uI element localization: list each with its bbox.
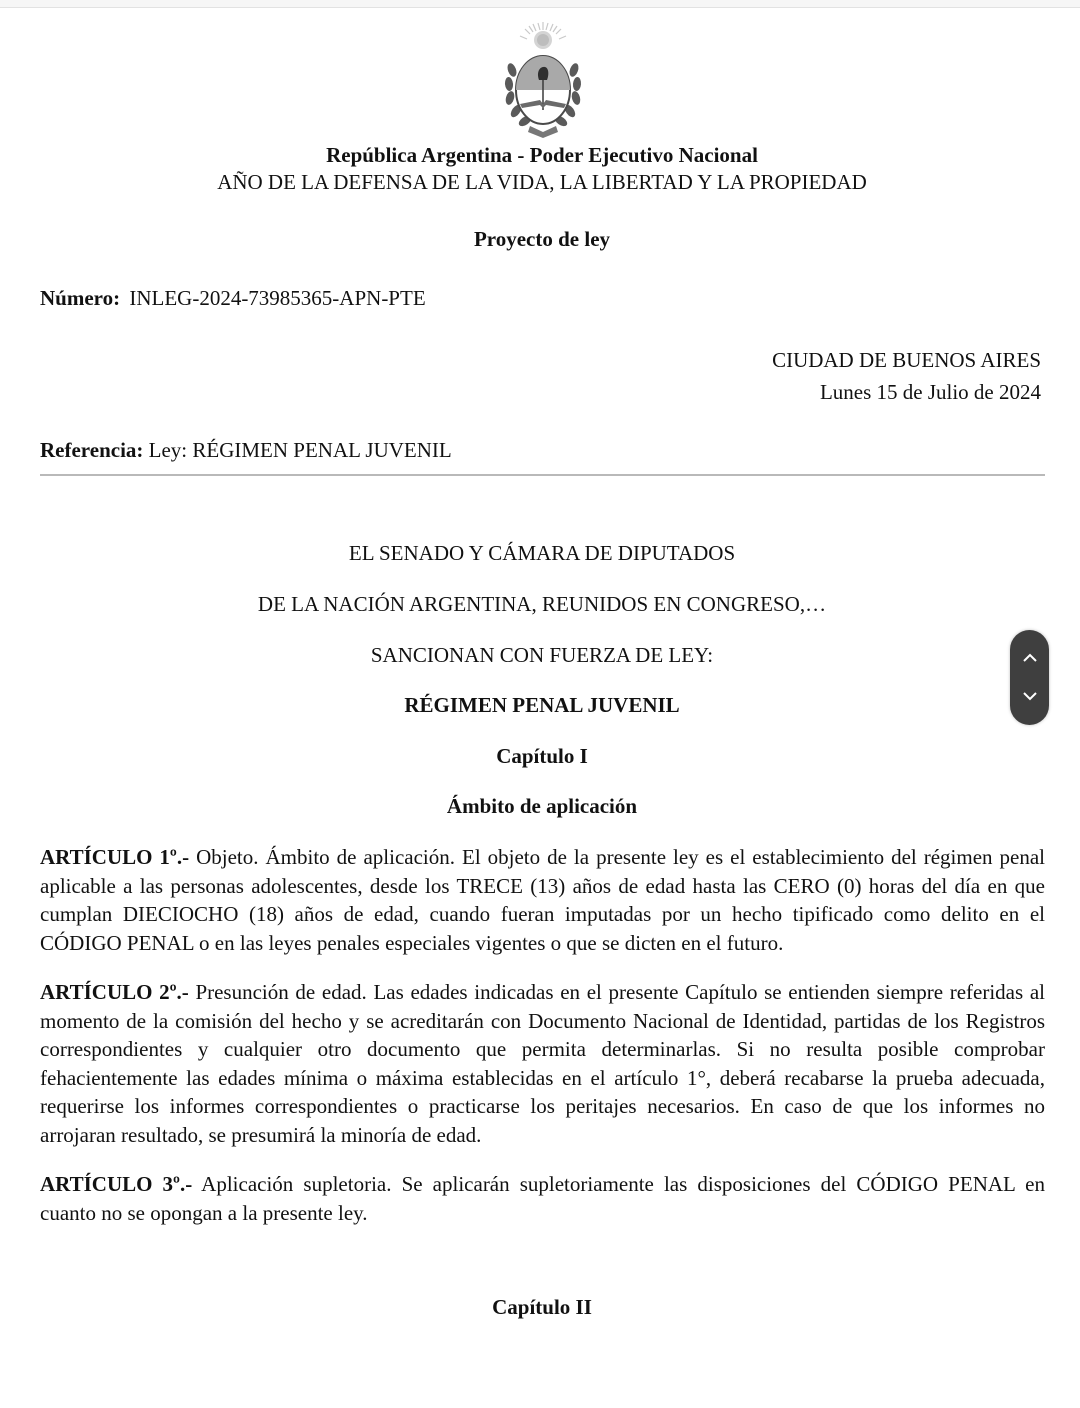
coat-of-arms-icon: [500, 20, 586, 142]
preamble-line-2: DE LA NACIÓN ARGENTINA, REUNIDOS EN CONGRESO,…: [257, 592, 827, 616]
article-3: [40, 1170, 1045, 1227]
chapter-1-title: Capítulo I: [496, 744, 588, 768]
institution-heading: República Argentina - Poder Ejecutivo Nacional: [326, 143, 758, 167]
year-motto: AÑO DE LA DEFENSA DE LA VIDA, LA LIBERTAD Y LA PROPIEDAD: [217, 170, 867, 194]
chevron-up-icon: [1022, 653, 1038, 663]
law-title: RÉGIMEN PENAL JUVENIL: [404, 693, 680, 717]
city-line: CIUDAD DE BUENOS AIRES: [772, 348, 1041, 372]
article-label: ARTÍCULO 1º.-: [40, 845, 190, 869]
page-navigation-control: [1010, 630, 1049, 725]
reference-line: [40, 437, 452, 463]
header-divider: [40, 474, 1045, 476]
scroll-down-button[interactable]: [1010, 676, 1049, 716]
date-line: Lunes 15 de Julio de 2024: [819, 380, 1041, 404]
viewer-top-edge: [0, 0, 1080, 8]
article-1: [40, 843, 1045, 957]
chapter-1-subtitle: Ámbito de aplicación: [446, 794, 638, 818]
document-number: [40, 285, 426, 311]
scroll-up-button[interactable]: [1010, 638, 1049, 678]
chapter-2-title: Capítulo II: [492, 1295, 592, 1319]
reference-label: Referencia:: [40, 438, 144, 462]
document-type-heading: Proyecto de ley: [473, 227, 611, 251]
chevron-down-icon: [1022, 691, 1038, 701]
number-value: INLEG-2024-73985365-APN-PTE: [129, 286, 426, 310]
article-text: Objeto. Ámbito de aplicación. El objeto de la presente ley es el establecimiento del régimen penal aplicable a las personas adolescentes, desde los TRECE (13) años de edad hasta las CERO (0) horas del día en que cumplan DIECIOCHO (18) años de edad, cuando fueran imputadas por un hecho tipificado como delito en el CÓDIGO PENAL o en las leyes penales especiales vigentes o que se dicten en el futuro.: [40, 845, 1045, 955]
preamble-line-1: EL SENADO Y CÁMARA DE DIPUTADOS: [348, 541, 736, 565]
reference-value: Ley: RÉGIMEN PENAL JUVENIL: [148, 438, 452, 462]
document-page: [0, 8, 1080, 1408]
number-label: Número:: [40, 286, 121, 310]
preamble-line-3: SANCIONAN CON FUERZA DE LEY:: [370, 643, 714, 667]
article-text: Presunción de edad. Las edades indicadas en el presente Capítulo se entienden siempre referidas al momento de la comisión del hecho y se acreditarán con Documento Nacional de Identidad, partidas de los Registros correspondientes y cualquier otro documento que permita determinarlas. Si no resulta posible comprobar fehacientemente las edades mínima o máxima establecidas en el artículo 1°, deberá recabarse la prueba adecuada, requerirse los informes correspondientes o practicarse los peritajes necesarios. En caso de que los informes no arrojaran resultado, se presumirá la minoría de edad.: [40, 980, 1045, 1147]
article-label: ARTÍCULO 2º.-: [40, 980, 189, 1004]
article-text: Aplicación supletoria. Se aplicarán supletoriamente las disposiciones del CÓDIGO PENAL en cuanto no se opongan a la presente ley.: [40, 1172, 1045, 1225]
article-label: ARTÍCULO 3º.-: [40, 1172, 193, 1196]
article-2: [40, 978, 1045, 1149]
